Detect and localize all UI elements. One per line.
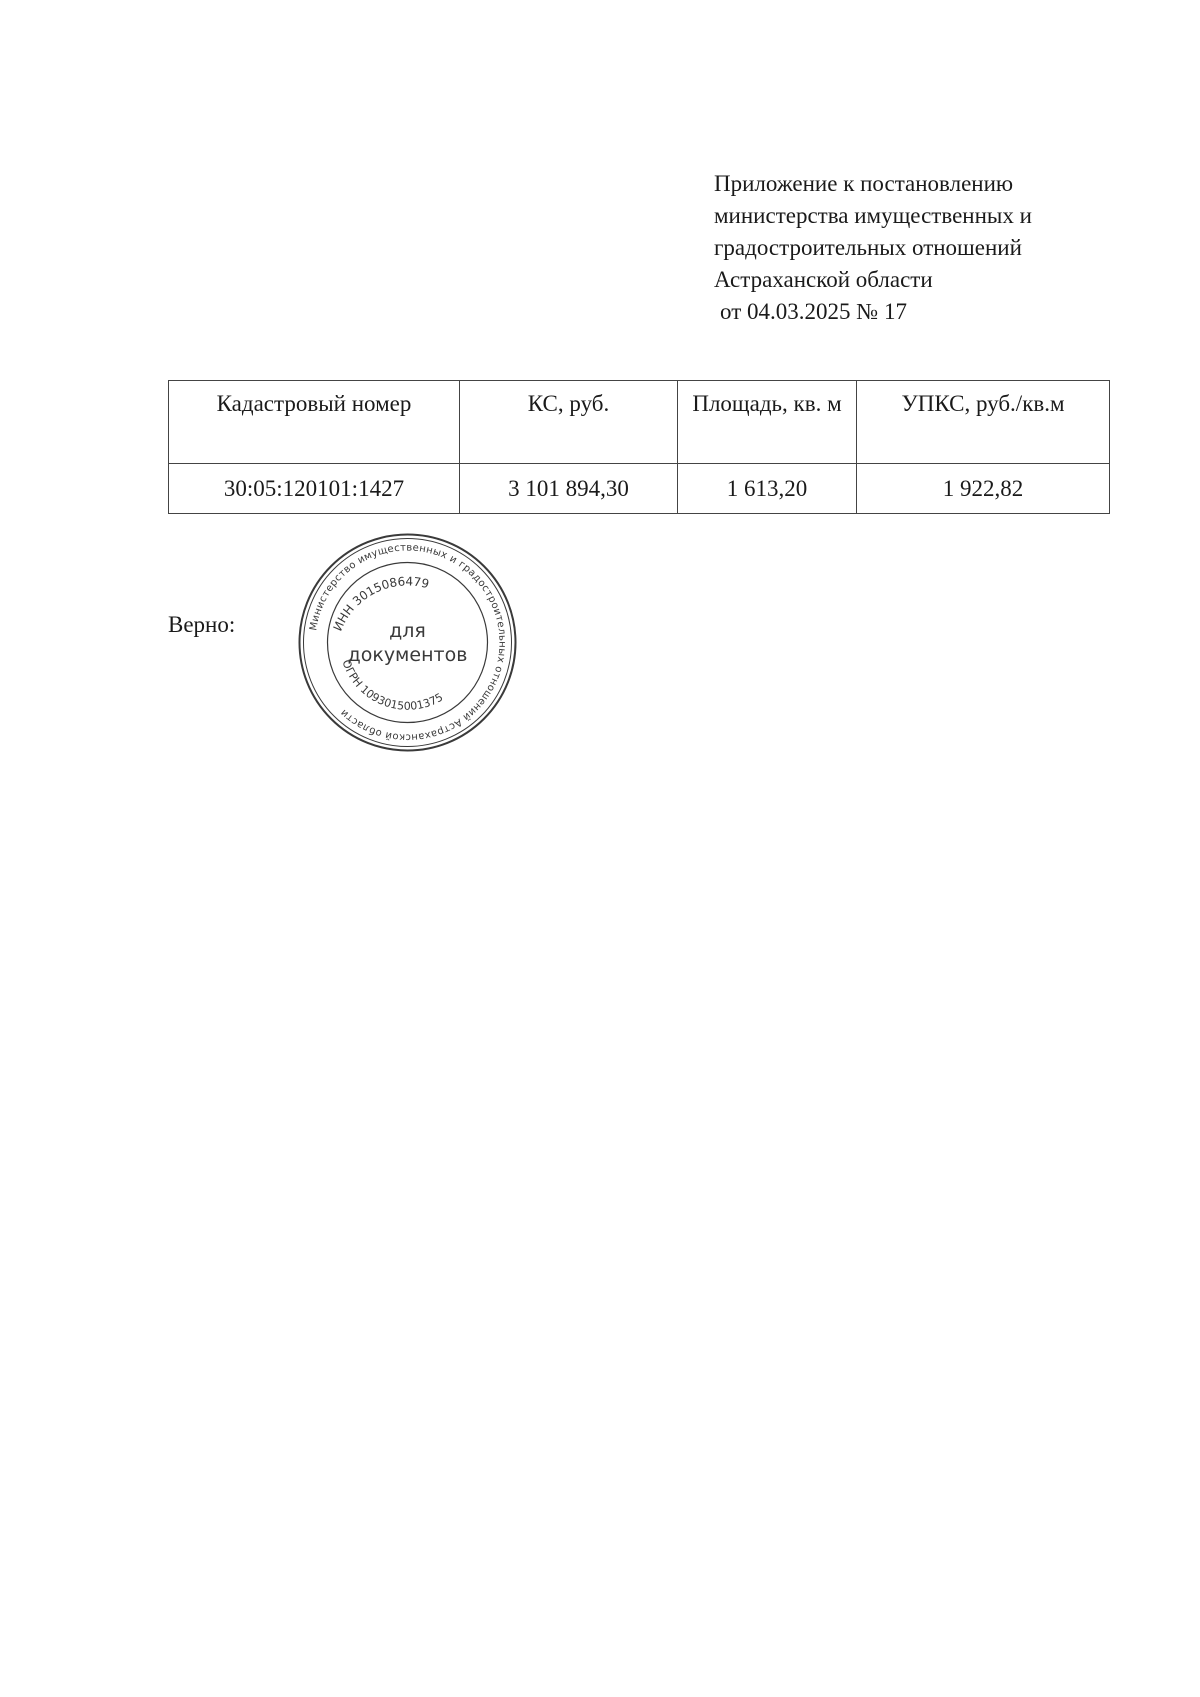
cell-area: 1 613,20 [678,464,857,514]
column-header-specific-value: УПКС, руб./кв.м [857,381,1110,464]
table-header-row [169,381,1110,464]
header-line: министерства имущественных и [714,203,1032,228]
seal-inn-text: ИНН 3015086479 [330,574,431,634]
cell-cadastral-number: 30:05:120101:1427 [169,464,460,514]
verified-label: Верно: [168,612,236,637]
seal-center-line1: для [389,620,426,642]
header-line: градостроительных отношений [714,235,1022,260]
seal-center-line2: документов [347,644,468,666]
header-line: Астраханской области [714,267,933,292]
column-header-area: Площадь, кв. м [678,381,857,464]
seal-ogrn-text: ОГРН 1093015001375 [339,658,446,713]
seal-outer-text: Министерство имущественных и градостроительных отношений Астраханской области [308,542,508,743]
cadastral-valuation-table [168,380,1110,514]
header-line: Приложение к постановлению [714,171,1014,196]
cell-cadastral-value: 3 101 894,30 [460,464,678,514]
seal-icon [295,530,520,755]
official-seal-stamp [295,530,520,755]
header-date-line: от 04.03.2025 № 17 [720,299,907,324]
appendix-header [714,168,1134,328]
column-header-cadastral-value: КС, руб. [460,381,678,464]
cell-specific-value: 1 922,82 [857,464,1110,514]
table-row [169,464,1110,514]
svg-text:ОГРН 1093015001375 [339,658,445,713]
column-header-cadastral-number: Кадастровый номер [169,381,460,464]
